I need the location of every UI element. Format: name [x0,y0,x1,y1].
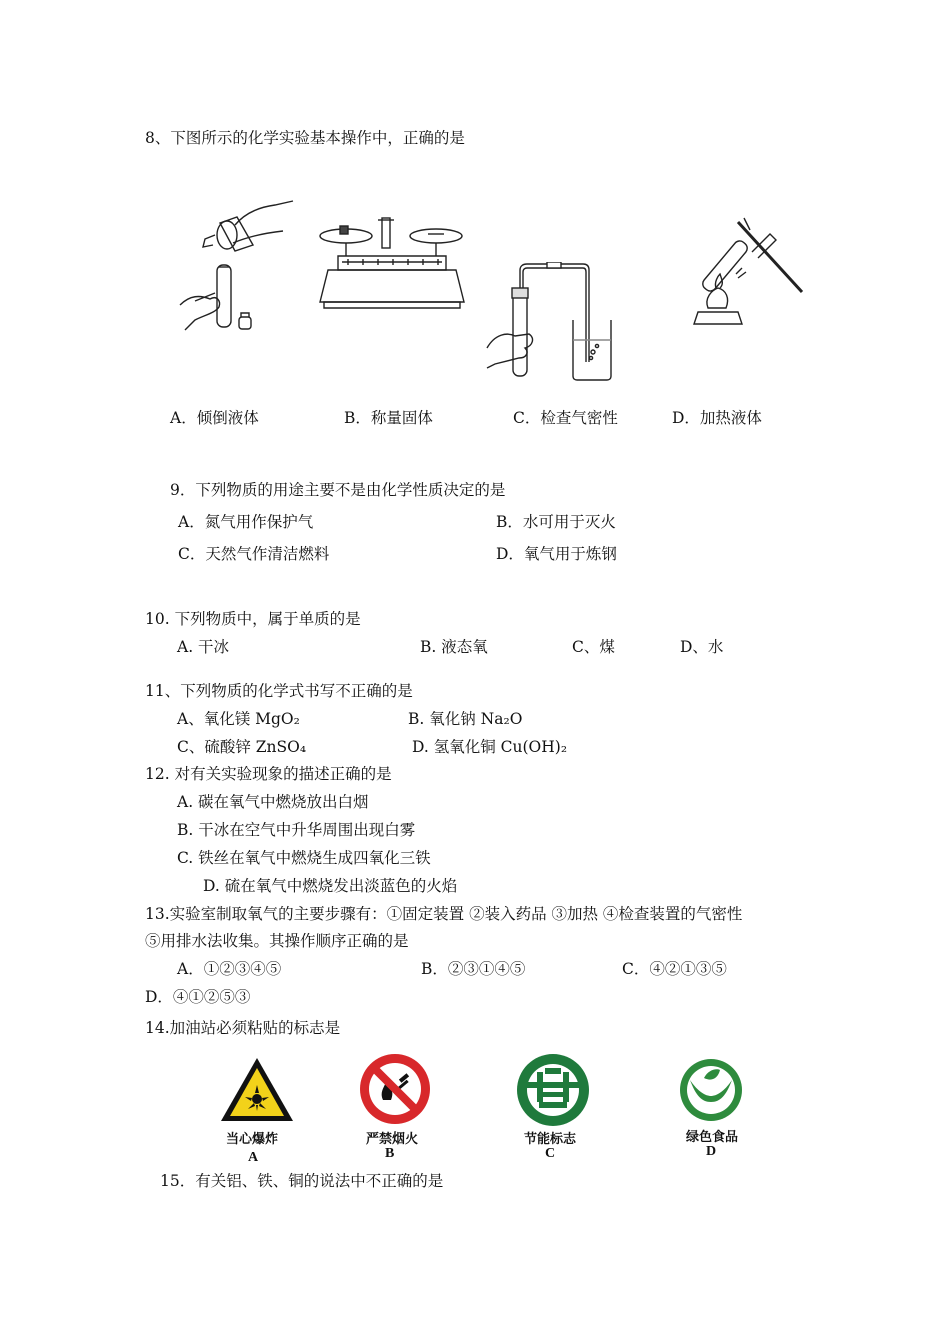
sign-a-letter: A [248,1150,259,1165]
sign-a-label: 当心爆炸 [226,1132,279,1147]
q9-option-a: A．氮气用作保护气 [178,513,314,531]
q15-stem: 15．有关铝、铁、铜的说法中不正确的是 [160,1172,444,1190]
q12-option-a: A. 碳在氧气中燃烧放出白烟 [177,793,369,811]
q13-stem-line2: ⑤用排水法收集。其操作顺序正确的是 [145,932,409,950]
balance-figure [318,212,466,312]
sign-b-label: 严禁烟火 [366,1132,419,1147]
q11-option-b: B. 氧化钠 Na₂O [408,710,523,728]
q13-stem-line1: 13.实验室制取氧气的主要步骤有：①固定装置 ②装入药品 ③加热 ④检查装置的气密性 [145,905,743,923]
q9-option-d: D．氧气用于炼钢 [496,545,617,563]
heating-liquid-figure [690,212,808,330]
q10-option-c: C、煤 [572,638,615,656]
q11-option-d: D. 氢氧化铜 Cu(OH)₂ [412,738,568,756]
sign-b-letter: B [385,1146,395,1161]
q9-stem: 9．下列物质的用途主要不是由化学性质决定的是 [170,481,506,499]
sign-c-letter: C [545,1146,556,1161]
airtightness-check-figure [485,262,625,382]
q9-option-b: B．水可用于灭火 [496,513,616,531]
q10-option-b: B. 液态氧 [420,638,488,656]
q11-stem: 11、下列物质的化学式书写不正确的是 [145,682,413,700]
q12-stem: 12. 对有关实验现象的描述正确的是 [145,765,392,783]
q13-option-b: B．②③①④⑤ [421,960,526,978]
q8-option-d: D．加热液体 [672,409,762,427]
sign-d-letter: D [706,1144,717,1159]
q11-option-a: A、氧化镁 MgO₂ [177,710,300,728]
explosion-warning-sign-icon [218,1055,296,1125]
q13-option-c: C．④②①③⑤ [622,960,727,978]
q13-option-d: D．④①②⑤③ [145,988,251,1006]
q12-option-c: C. 铁丝在氧气中燃烧生成四氧化三铁 [177,849,431,867]
q10-option-d: D、水 [680,638,724,656]
q14-stem: 14.加油站必须粘贴的标志是 [145,1019,341,1037]
sign-c-label: 节能标志 [524,1132,577,1147]
q9-option-c: C．天然气作清洁燃料 [178,545,330,563]
q8-stem: 8、下图所示的化学实验基本操作中，正确的是 [145,129,465,147]
q10-stem: 10. 下列物质中，属于单质的是 [145,610,361,628]
q8-option-b: B．称量固体 [344,409,433,427]
q12-option-b: B. 干冰在空气中升华周围出现白雾 [177,821,416,839]
sign-d-label: 绿色食品 [686,1130,739,1145]
green-food-sign-icon [676,1056,746,1124]
q12-option-d: D. 硫在氧气中燃烧发出淡蓝色的火焰 [203,877,458,895]
q8-option-c: C．检查气密性 [513,409,618,427]
pouring-liquid-figure [175,195,300,340]
q11-option-c: C、硫酸锌 ZnSO₄ [177,738,307,756]
q13-option-a: A．①②③④⑤ [177,960,282,978]
energy-saving-sign-icon [513,1052,593,1128]
no-fire-sign-icon [355,1050,435,1128]
q10-option-a: A. 干冰 [177,638,230,656]
q8-option-a: A．倾倒液体 [170,409,259,427]
